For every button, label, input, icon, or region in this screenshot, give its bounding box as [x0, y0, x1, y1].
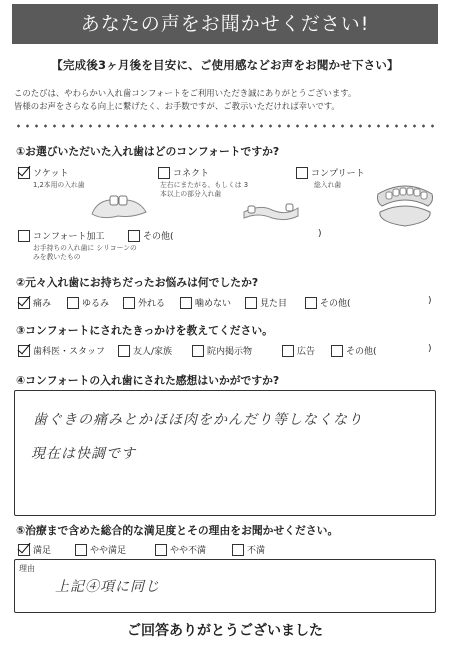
q5-reason-text: 上記④項に同じ	[55, 579, 160, 595]
q3-dental-staff-checkbox[interactable]	[18, 345, 30, 357]
q1-other-close-paren: )	[318, 229, 322, 239]
q2-title: ②元々入れ歯にお持ちだったお悩みは何でしたか?	[16, 276, 259, 289]
q2-other-close-paren: )	[428, 296, 432, 306]
q1-option-socket[interactable]	[18, 166, 68, 179]
q1-option-connect[interactable]	[158, 166, 209, 179]
q2-falls-out-label: 外れる	[138, 299, 166, 309]
q1-option-processing[interactable]	[18, 229, 105, 242]
q1-other-label: その他(	[143, 232, 174, 242]
q1-processing-note: お手持ちの入れ歯に シリコーンのみを教いたもの	[33, 244, 137, 261]
q3-dental-staff-label: 歯科医・スタッフ	[33, 347, 106, 357]
intro-line-1: このたびは、やわらかい入れ歯コンフォートをご利用いただき誠にありがとうございます。	[14, 88, 357, 98]
q4-answer-line-1: 歯ぐきの痛みとかほほ肉をかんだり等しなくなり	[33, 412, 363, 428]
q1-connect-label: コネクト	[173, 169, 210, 179]
q3-advertisement-label: 広告	[297, 347, 316, 357]
q1-complete-checkbox[interactable]	[296, 167, 308, 179]
q5-somewhat-dissatisfied-label: やや不満	[170, 546, 207, 556]
page-title: あなたの声をお聞かせください!	[80, 13, 370, 35]
q2-option-pain[interactable]	[18, 296, 51, 309]
q5-reason-label: 理由	[19, 564, 35, 573]
q1-other-checkbox[interactable]	[128, 230, 140, 242]
q2-option-appearance[interactable]	[245, 296, 287, 309]
q5-satisfied-label: 満足	[33, 546, 52, 556]
q1-connect-note: 左右にまたがる、もしくは 3本以上の部分入れ歯	[160, 181, 249, 198]
q1-processing-checkbox[interactable]	[18, 230, 30, 242]
q3-clinic-poster-label: 院内掲示物	[207, 347, 253, 357]
q5-title: ⑤治療まで含めた総合的な満足度とその理由をお聞かせください。	[16, 524, 339, 537]
q2-loose-checkbox[interactable]	[67, 297, 79, 309]
q2-option-cannot-chew[interactable]	[180, 296, 231, 309]
q2-option-falls-out[interactable]	[123, 296, 165, 309]
q3-option-dental-staff[interactable]	[18, 344, 105, 357]
page-subtitle: 【完成後3ヶ月後を目安に、ご使用感などお声をお聞かせ下さい】	[51, 58, 399, 72]
q5-somewhat-satisfied-label: やや満足	[90, 546, 127, 556]
q2-pain-label: 痛み	[33, 299, 52, 309]
q5-dissatisfied-checkbox[interactable]	[232, 544, 244, 556]
q1-title: ①お選びいただいた入れ歯はどのコンフォートですか?	[16, 145, 280, 158]
q3-other-close-paren: )	[428, 344, 432, 354]
q1-option-complete[interactable]	[296, 166, 365, 179]
q5-reason-box[interactable]	[14, 559, 436, 613]
complete-denture-image	[372, 180, 438, 228]
header-banner	[12, 4, 438, 44]
q2-loose-label: ゆるみ	[82, 299, 110, 309]
q2-cannot-chew-checkbox[interactable]	[180, 297, 192, 309]
q5-option-somewhat-dissatisfied[interactable]	[155, 543, 206, 556]
q2-appearance-checkbox[interactable]	[245, 297, 257, 309]
q4-answer-line-2: 現在は快調です	[31, 446, 136, 462]
socket-denture-image	[88, 190, 150, 222]
q1-socket-label: ソケット	[33, 169, 69, 179]
q2-other-label: その他(	[320, 299, 351, 309]
q5-somewhat-dissatisfied-checkbox[interactable]	[155, 544, 167, 556]
q5-option-satisfied[interactable]	[18, 543, 51, 556]
thank-you-footer: ご回答ありがとうございました	[127, 623, 323, 639]
q3-option-other[interactable]	[331, 344, 377, 357]
q3-title: ③コンフォートにされたきっかけを教えてください。	[16, 324, 273, 337]
q4-title: ④コンフォートの入れ歯にされた感想はいかがですか?	[16, 374, 280, 387]
q2-option-other[interactable]	[305, 296, 351, 309]
q3-option-advertisement[interactable]	[282, 344, 315, 357]
q5-dissatisfied-label: 不満	[247, 546, 266, 556]
q2-option-loose[interactable]	[67, 296, 109, 309]
q2-pain-checkbox[interactable]	[18, 297, 30, 309]
q2-other-checkbox[interactable]	[305, 297, 317, 309]
connect-denture-image	[240, 198, 302, 224]
q5-somewhat-satisfied-checkbox[interactable]	[75, 544, 87, 556]
q1-socket-note: 1,2本用の入れ歯	[33, 181, 85, 189]
q1-complete-label: コンプリート	[311, 169, 365, 179]
q1-option-other[interactable]	[128, 229, 174, 242]
q1-socket-checkbox[interactable]	[18, 167, 30, 179]
q3-other-checkbox[interactable]	[331, 345, 343, 357]
q1-processing-label: コンフォート加工	[33, 232, 105, 242]
q5-satisfied-checkbox[interactable]	[18, 544, 30, 556]
q3-clinic-poster-checkbox[interactable]	[192, 345, 204, 357]
q2-cannot-chew-label: 噛めない	[195, 299, 232, 309]
q3-other-label: その他(	[346, 347, 377, 357]
q3-friend-family-label: 友人/家族	[133, 347, 173, 357]
q2-falls-out-checkbox[interactable]	[123, 297, 135, 309]
q5-option-dissatisfied[interactable]	[232, 543, 265, 556]
q3-friend-family-checkbox[interactable]	[118, 345, 130, 357]
q5-option-somewhat-satisfied[interactable]	[75, 543, 126, 556]
q3-advertisement-checkbox[interactable]	[282, 345, 294, 357]
q3-option-clinic-poster[interactable]	[192, 344, 252, 357]
q2-appearance-label: 見た目	[260, 299, 288, 309]
q1-connect-checkbox[interactable]	[158, 167, 170, 179]
q4-answer-box[interactable]	[14, 390, 436, 516]
q3-option-friend-family[interactable]	[118, 344, 172, 357]
dotted-divider	[14, 124, 436, 128]
intro-line-2: 皆様のお声をさらなる向上に繋げたく、お手数ですが、ご教示いただければ幸いです。	[14, 101, 340, 111]
q1-complete-note: 総入れ歯	[314, 181, 342, 189]
